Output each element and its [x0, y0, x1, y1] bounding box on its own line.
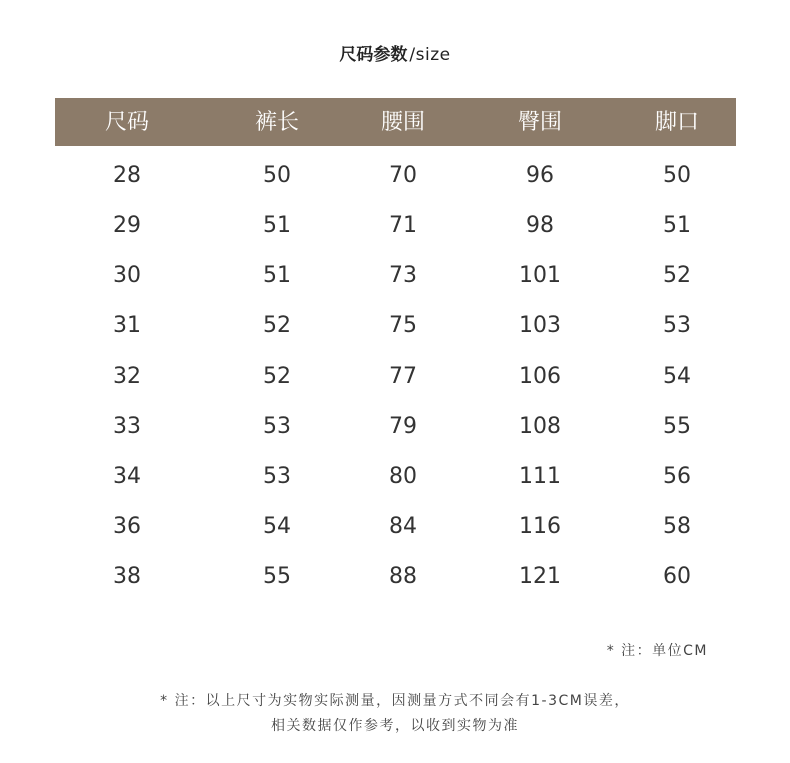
cell-hip: 121	[519, 564, 561, 589]
header-hip: 臀围	[517, 110, 562, 135]
cell-hip: 103	[519, 313, 561, 338]
cell-pant-length: 52	[263, 364, 291, 389]
cell-waist: 73	[389, 263, 417, 288]
cell-leg-opening: 60	[663, 564, 691, 589]
title-chinese: 尺码参数	[339, 45, 408, 65]
cell-size: 30	[113, 263, 141, 288]
cell-size: 29	[113, 213, 141, 238]
table-row	[0, 301, 790, 351]
cell-pant-length: 51	[263, 263, 291, 288]
cell-waist: 79	[389, 414, 417, 439]
table-row	[0, 352, 790, 402]
table-row	[0, 552, 790, 602]
cell-leg-opening: 55	[663, 414, 691, 439]
cell-leg-opening: 54	[663, 364, 691, 389]
cell-waist: 84	[389, 514, 417, 539]
size-table-header	[55, 98, 736, 146]
cell-leg-opening: 52	[663, 263, 691, 288]
cell-hip: 101	[519, 263, 561, 288]
cell-waist: 77	[389, 364, 417, 389]
table-row	[0, 502, 790, 552]
title-english: /size	[409, 45, 451, 65]
cell-hip: 96	[526, 163, 554, 188]
table-row	[0, 201, 790, 251]
cell-pant-length: 50	[263, 163, 291, 188]
table-row	[0, 402, 790, 452]
cell-pant-length: 53	[263, 414, 291, 439]
cell-waist: 88	[389, 564, 417, 589]
table-row	[0, 452, 790, 502]
unit-note: * 注：单位CM	[606, 643, 708, 659]
cell-size: 28	[113, 163, 141, 188]
header-size: 尺码	[104, 110, 149, 135]
cell-hip: 108	[519, 414, 561, 439]
table-row	[0, 251, 790, 301]
cell-leg-opening: 53	[663, 313, 691, 338]
page-title	[0, 42, 790, 68]
cell-pant-length: 52	[263, 313, 291, 338]
footer-note-line-2: 相关数据仅作参考，以收到实物为准	[271, 718, 519, 734]
footer-note-line-1: * 注：以上尺寸为实物实际测量，因测量方式不同会有1-3CM误差，	[160, 693, 630, 709]
cell-leg-opening: 56	[663, 464, 691, 489]
cell-waist: 75	[389, 313, 417, 338]
header-waist: 腰围	[380, 110, 425, 135]
cell-hip: 116	[519, 514, 561, 539]
header-pant-length: 裤长	[254, 110, 299, 135]
cell-size: 31	[113, 313, 141, 338]
cell-pant-length: 51	[263, 213, 291, 238]
table-row	[0, 151, 790, 201]
cell-waist: 70	[389, 163, 417, 188]
cell-leg-opening: 51	[663, 213, 691, 238]
cell-size: 33	[113, 414, 141, 439]
cell-pant-length: 54	[263, 514, 291, 539]
cell-size: 32	[113, 364, 141, 389]
cell-leg-opening: 50	[663, 163, 691, 188]
cell-pant-length: 55	[263, 564, 291, 589]
header-leg-opening: 脚口	[654, 110, 699, 135]
cell-leg-opening: 58	[663, 514, 691, 539]
cell-size: 38	[113, 564, 141, 589]
cell-size: 34	[113, 464, 141, 489]
cell-size: 36	[113, 514, 141, 539]
cell-hip: 111	[519, 464, 561, 489]
cell-pant-length: 53	[263, 464, 291, 489]
cell-hip: 106	[519, 364, 561, 389]
cell-waist: 80	[389, 464, 417, 489]
cell-hip: 98	[526, 213, 554, 238]
cell-waist: 71	[389, 213, 417, 238]
